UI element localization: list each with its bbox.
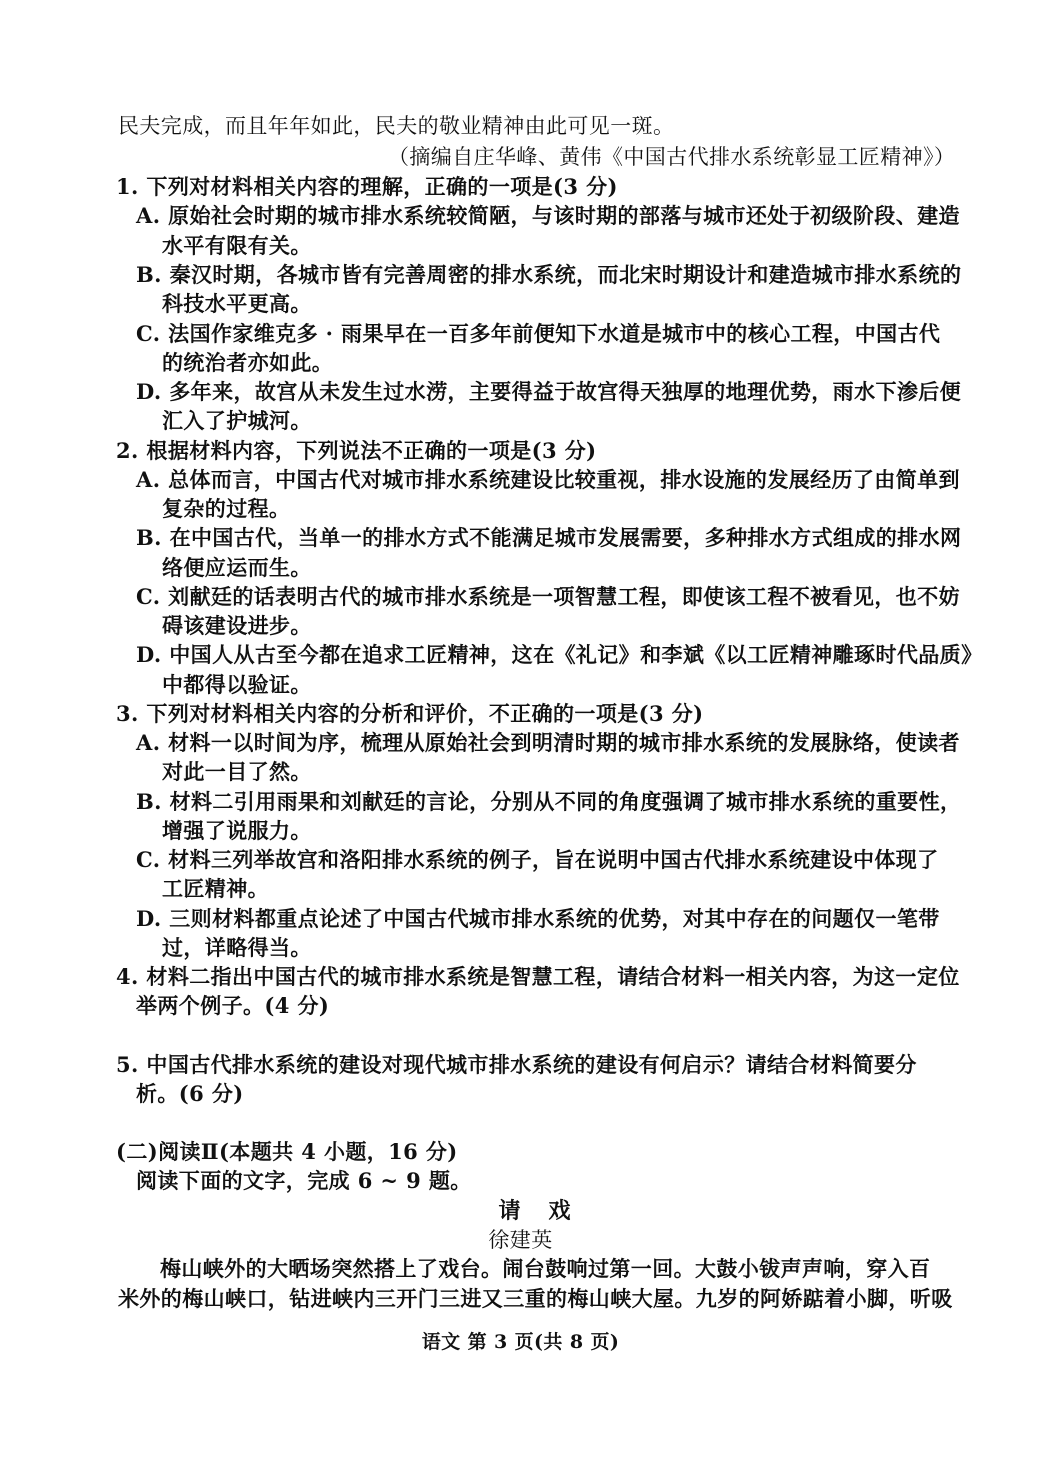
intro-line: 民夫完成，而且年年如此，民夫的敬业精神由此可见一斑。 <box>118 114 675 138</box>
q4-line-2: 举两个例子。(4 分) <box>136 993 330 1018</box>
q2-option-d-cont: 中都得以验证。 <box>162 672 312 697</box>
q5-line-1: 5. 中国古代排水系统的建设对现代城市排水系统的建设有何启示？请结合材料简要分 <box>116 1052 917 1077</box>
q3-option-d: D. 三则材料都重点论述了中国古代城市排水系统的优势，对其中存在的问题仅一笔带 <box>136 906 940 931</box>
q2-option-b-cont: 络便应运而生。 <box>162 555 312 580</box>
q1-option-c: C. 法国作家维克多 · 雨果早在一百多年前便知下水道是城市中的核心工程，中国古代 <box>136 321 941 346</box>
q2-option-b: B. 在中国古代，当单一的排水方式不能满足城市发展需要，多种排水方式组成的排水网 <box>136 525 962 550</box>
q2-option-a: A. 总体而言，中国古代对城市排水系统建设比较重视，排水设施的发展经历了由简单到 <box>136 467 960 492</box>
q3-option-b-cont: 增强了说服力。 <box>162 818 312 843</box>
q2-stem: 2. 根据材料内容，下列说法不正确的一项是(3 分) <box>116 438 597 463</box>
q1-option-d-cont: 汇入了护城河。 <box>162 408 312 433</box>
q3-option-b: B. 材料二引用雨果和刘献廷的言论，分别从不同的角度强调了城市排水系统的重要性， <box>136 789 962 814</box>
section-instruction: 阅读下面的文字，完成 6 ~ 9 题。 <box>136 1168 472 1193</box>
story-title: 请戏 <box>498 1198 599 1224</box>
q5-line-2: 析。(6 分) <box>136 1081 244 1106</box>
q2-option-c-cont: 碍该建设进步。 <box>162 613 312 638</box>
q1-option-b-cont: 科技水平更高。 <box>162 291 312 316</box>
q1-stem: 1. 下列对材料相关内容的理解，正确的一项是(3 分) <box>116 174 618 199</box>
q2-option-d: D. 中国人从古至今都在追求工匠精神，这在《礼记》和李斌《以工匠精神雕琢时代品质》 <box>136 642 983 667</box>
q3-option-c: C. 材料三列举故宫和洛阳排水系统的例子，旨在说明中国古代排水系统建设中体现了 <box>136 847 939 872</box>
q3-option-a-cont: 对此一目了然。 <box>162 759 312 784</box>
q1-option-a: A. 原始社会时期的城市排水系统较简陋，与该时期的部落与城市还处于初级阶段、建造 <box>136 203 960 228</box>
q3-option-a: A. 材料一以时间为序，梳理从原始社会到明清时期的城市排水系统的发展脉络，使读者 <box>136 730 960 755</box>
q3-option-c-cont: 工匠精神。 <box>162 876 269 901</box>
story-paragraph-line-1: 梅山峡外的大晒场突然搭上了戏台。闹台鼓响过第一回。大鼓小钹声声响，穿入百 <box>160 1256 931 1281</box>
story-paragraph-line-2: 米外的梅山峡口，钻进峡内三开门三进又三重的梅山峡大屋。九岁的阿娇踮着小脚，听吸 <box>118 1286 953 1311</box>
q2-option-c: C. 刘献廷的话表明古代的城市排水系统是一项智慧工程，即使该工程不被看见，也不妨 <box>136 584 960 609</box>
source-citation: （摘编自庄华峰、黄伟《中国古代排水系统彰显工匠精神》） <box>388 145 956 169</box>
q3-stem: 3. 下列对材料相关内容的分析和评价，不正确的一项是(3 分) <box>116 701 704 726</box>
section-heading: (二)阅读Ⅱ(本题共 4 小题，16 分) <box>116 1139 458 1164</box>
page-footer: 语文 第 3 页(共 8 页) <box>421 1331 620 1353</box>
q4-line-1: 4. 材料二指出中国古代的城市排水系统是智慧工程，请结合材料一相关内容，为这一定位 <box>116 964 960 989</box>
q3-option-d-cont: 过，详略得当。 <box>162 935 312 960</box>
story-author: 徐建英 <box>488 1228 553 1252</box>
q1-option-b: B. 秦汉时期，各城市皆有完善周密的排水系统，而北宋时期设计和建造城市排水系统的 <box>136 262 962 287</box>
q1-option-c-cont: 的统治者亦如此。 <box>162 350 334 375</box>
q2-option-a-cont: 复杂的过程。 <box>162 496 291 521</box>
q1-option-a-cont: 水平有限有关。 <box>162 233 312 258</box>
q1-option-d: D. 多年来，故宫从未发生过水涝，主要得益于故宫得天独厚的地理优势，雨水下渗后便 <box>136 379 962 404</box>
